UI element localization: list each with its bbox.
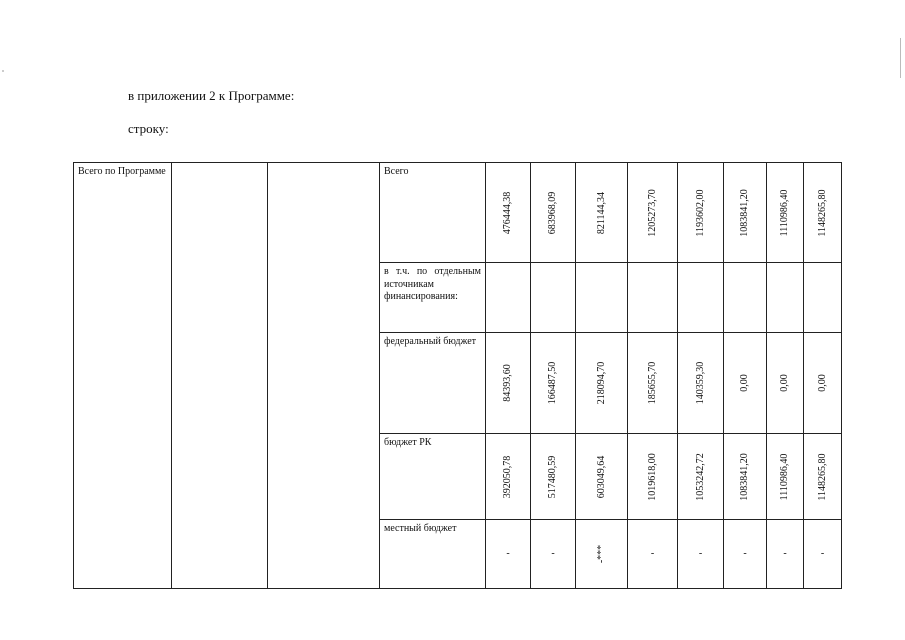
value-cell-empty [804, 263, 842, 333]
value-text: 1193602,00 [694, 188, 706, 237]
value-cell [767, 333, 804, 434]
value-cell [678, 333, 724, 434]
value-cell [724, 520, 767, 589]
value-text: - [783, 547, 787, 559]
row-label-including [380, 263, 486, 333]
value-text: 1083841,20 [738, 188, 750, 237]
value-cell-empty [724, 263, 767, 333]
row-label-including-text: в т.ч. по отдельным источникам финансирования: [384, 266, 481, 302]
value-text: - [506, 547, 510, 559]
value-text: 1019618,00 [646, 452, 658, 501]
value-cell [576, 434, 628, 520]
value-cell [678, 434, 724, 520]
value-cell [531, 520, 576, 589]
value-text: 166487,50 [546, 361, 558, 405]
value-text: - [551, 547, 555, 559]
value-cell [804, 163, 842, 263]
value-cell [724, 333, 767, 434]
scan-dot [2, 70, 4, 72]
value-cell [486, 520, 531, 589]
value-cell-empty [678, 263, 724, 333]
value-text: 1148265,80 [816, 452, 828, 501]
value-text: 392050,78 [501, 455, 513, 498]
row-label-federal: федеральный бюджет [380, 333, 486, 434]
row-label-local: местный бюджет [380, 520, 486, 589]
value-text: 1083841,20 [738, 452, 750, 501]
value-cell-empty [767, 263, 804, 333]
value-text: 1148265,80 [816, 188, 828, 237]
value-text: 1053242,72 [694, 452, 706, 501]
value-cell [628, 163, 678, 263]
value-cell [531, 333, 576, 434]
financing-table [73, 162, 842, 589]
value-cell [486, 333, 531, 434]
table-row-total [74, 163, 842, 263]
intro-text-row: строку: [128, 121, 169, 136]
value-text: 1205273,70 [646, 188, 658, 237]
value-cell [804, 333, 842, 434]
value-cell-empty [486, 263, 531, 333]
value-cell [486, 163, 531, 263]
value-cell-empty [531, 263, 576, 333]
value-text: 218094,70 [595, 361, 607, 405]
value-cell [531, 434, 576, 520]
value-text: 1110986,40 [778, 189, 790, 236]
value-text: 0,00 [738, 374, 750, 392]
value-cell [531, 163, 576, 263]
value-cell [724, 163, 767, 263]
value-text: 517480,59 [546, 455, 558, 498]
value-cell [804, 520, 842, 589]
value-cell [724, 434, 767, 520]
value-cell-empty [576, 263, 628, 333]
program-total-label: Всего по Программе [78, 166, 166, 177]
value-cell [767, 520, 804, 589]
value-cell [678, 163, 724, 263]
value-text: - [820, 547, 825, 559]
empty-column-2 [172, 163, 268, 589]
value-text: 476444,38 [501, 191, 513, 234]
value-cell [628, 333, 678, 434]
value-text: 0,00 [816, 374, 828, 392]
value-text: 603049,64 [595, 455, 607, 498]
value-cell [628, 520, 678, 589]
value-cell-empty [628, 263, 678, 333]
value-text: 683968,09 [546, 191, 558, 234]
value-text: 0,00 [778, 374, 790, 392]
value-text: 140359,30 [694, 361, 706, 405]
empty-column-3 [268, 163, 380, 589]
program-total-label-cell [74, 163, 172, 589]
value-text: 185655,70 [646, 361, 658, 405]
value-cell [628, 434, 678, 520]
intro-text-appendix: в приложении 2 к Программе: [128, 88, 295, 103]
row-label-republic: бюджет РК [380, 434, 486, 520]
value-cell [576, 333, 628, 434]
value-text: - [698, 547, 703, 559]
value-cell [804, 434, 842, 520]
value-cell [576, 163, 628, 263]
value-cell [767, 434, 804, 520]
scan-edge-mark [900, 38, 901, 78]
value-cell [678, 520, 724, 589]
value-text: - [650, 547, 655, 559]
value-text: -*** [595, 544, 607, 564]
value-text: 1110986,40 [778, 453, 790, 500]
row-label-total: Всего [380, 163, 486, 263]
value-cell [767, 163, 804, 263]
value-text: - [743, 547, 747, 559]
value-cell [486, 434, 531, 520]
value-text: 821144,34 [595, 191, 607, 234]
value-text: 84393,60 [501, 364, 513, 402]
value-cell [576, 520, 628, 589]
